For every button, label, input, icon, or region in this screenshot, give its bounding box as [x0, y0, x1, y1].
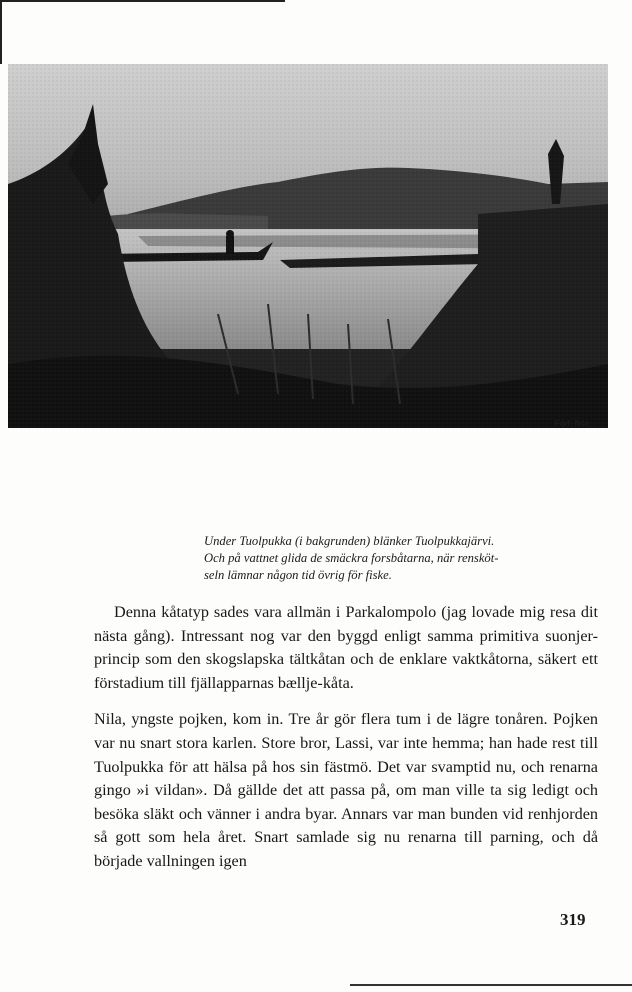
figure-caption	[204, 533, 604, 584]
caption-line: seln lämnar någon tid övrig för fiske.	[204, 568, 392, 582]
caption-line: Och på vattnet glida de smäckra forsbåtarna, när rensköt-	[204, 551, 499, 565]
page-edge-left	[0, 0, 2, 64]
lake-photograph	[8, 64, 608, 428]
page-number: 319	[560, 910, 586, 929]
paragraph: Denna kåtatyp sades vara allmän i Parkalompolo (jag lovade mig resa dit nästa gång). Intressant nog var den byggd enligt samma primitiva suonjer-princip som den skogslapska tältkåtan och de enklare vaktkåtorna, säkert ett förstadium till fjällapparnas bælljе-kåta.	[94, 603, 598, 692]
lake-photo-icon	[8, 64, 608, 428]
body-text	[94, 601, 598, 874]
page-edge-bottom	[350, 984, 632, 986]
caption-line: Under Tuolpukka (i bakgrunden) blänker Tuolpukkajärvi.	[204, 534, 495, 548]
page-edge-top	[0, 0, 285, 2]
photo-credit: Förf. foto.	[555, 419, 592, 428]
paragraph: Nila, yngste pojken, kom in. Tre år gör flera tum i de lägre tonåren. Pojken var nu snart stora karlen. Store bror, Lassi, var inte hemma; han hade rest till Tuolpukka för att hälsa på hos sin fästmö. Det var svamptid nu, och renarna gingo »i vildan». Då gällde det att passa på, om man ville ta sig ledigt och besöka släkt och vänner i andra byar. Annars var man bunden vid renhjorden så gott som hela året. Snart samlade sig nu renarna till parning, och då började vallningen igen	[94, 710, 598, 870]
